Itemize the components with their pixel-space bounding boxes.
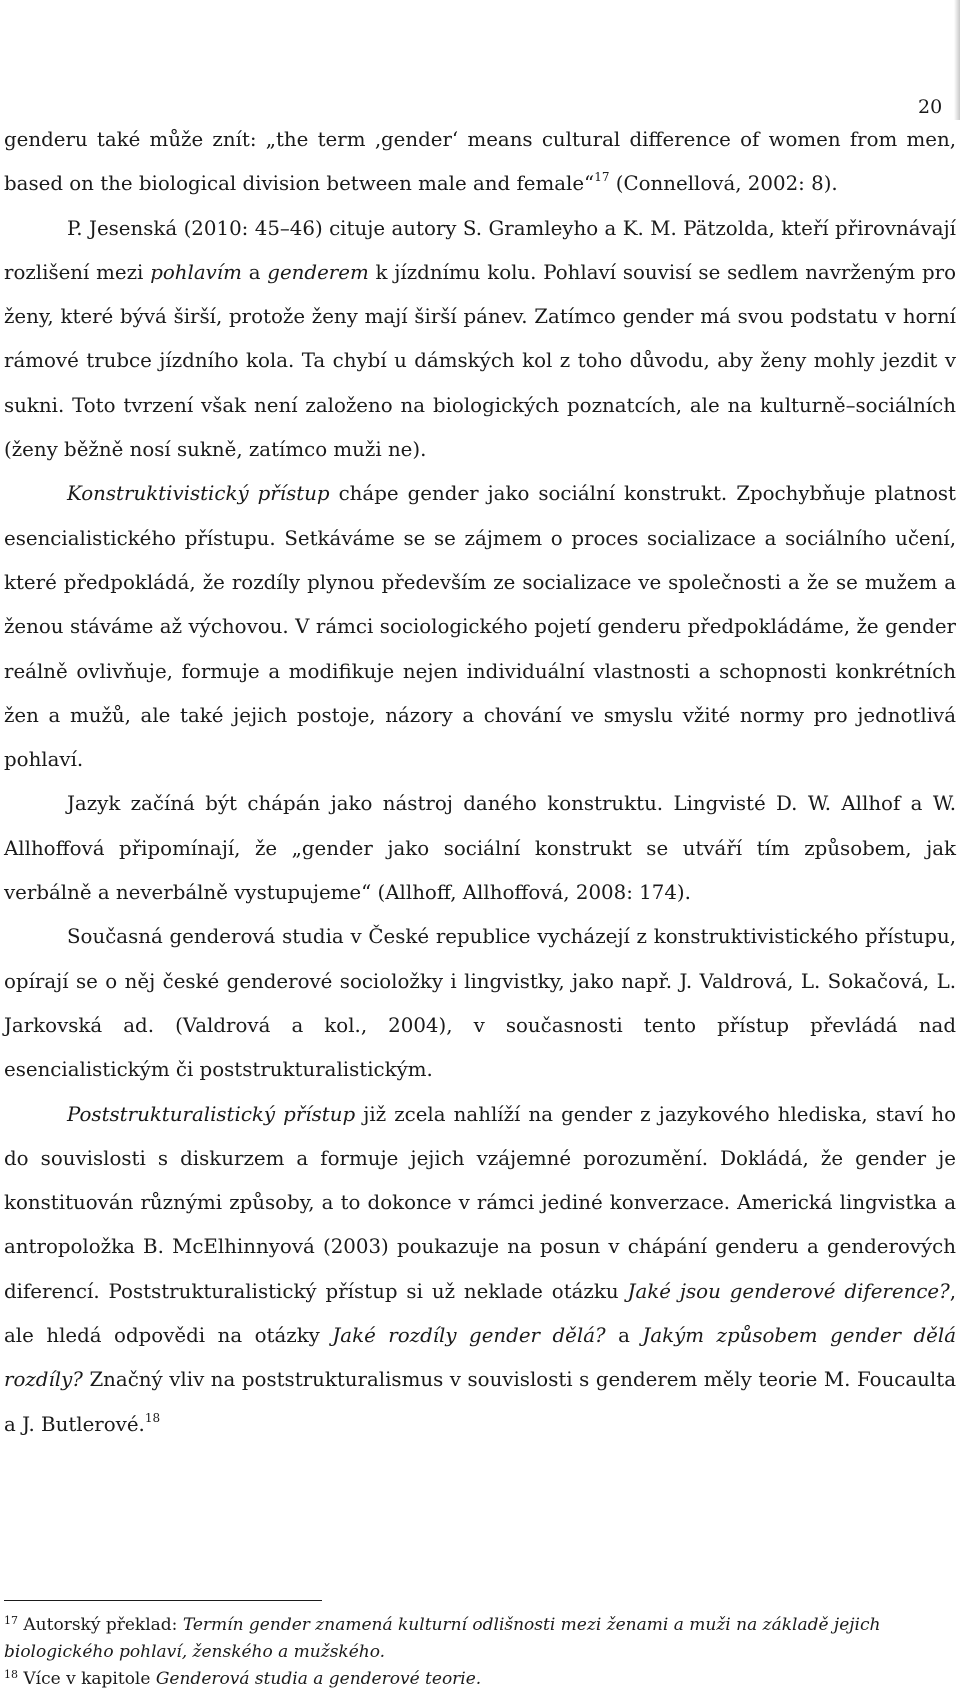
italic-text: Jaké jsou genderové diference? — [627, 1279, 950, 1303]
italic-text: pohlavím — [150, 260, 242, 284]
page-number: 20 — [918, 96, 943, 118]
italic-text: genderem — [267, 260, 369, 284]
footnote-ref: 17 — [4, 1614, 18, 1627]
text-run: a — [241, 260, 268, 284]
text-run: k jízdnímu kolu. Pohlaví souvisí se sedlem navrženým pro ženy, které bývá širší, protože ženy mají širší pánev. Zatímco gender má svou podstatu v horní rámové trubce jízdního kola. Ta chybí u dámských kol z toho důvodu, aby ženy mohly jezdit v sukni. Toto tvrzení však není založeno na biologických poznatcích, ale na kulturně–sociálních (ženy běžně nosí sukně, zatímco muži ne). — [4, 260, 956, 462]
page-edge-shadow — [954, 0, 960, 120]
italic-text: Genderová studia a genderové teorie. — [155, 1669, 482, 1689]
footnotes — [4, 1612, 956, 1693]
paragraph — [4, 472, 956, 782]
italic-text: Poststrukturalistický přístup — [67, 1102, 356, 1126]
paragraph — [4, 118, 956, 207]
text-run: Značný vliv na poststrukturalismus v souvislosti s genderem měly teorie M. Foucaulta a J. Butlerové. — [4, 1368, 956, 1436]
footnote-ref: 18 — [144, 1410, 161, 1425]
paragraph — [4, 1093, 956, 1447]
text-run: (Connellová, 2002: 8). — [609, 172, 838, 196]
text-run: P. Jesenská (2010: 45–46) cituje autory S. Gramleyho a K. M. Pätzolda, kteří přirovnávají rozlišení mezi — [4, 216, 956, 284]
paragraph — [4, 782, 956, 915]
text-run: genderu také může znít: „the term ‚gender‘ means cultural difference of women from men, based on the biological division between male and female“ — [4, 128, 956, 196]
text-run: Více v kapitole — [18, 1669, 156, 1689]
footnote — [4, 1666, 956, 1693]
text-run: již zcela nahlíží na gender z jazykového hlediska, staví ho do souvislosti s diskurzem a formuje jejich vzájemné porozumění. Dokládá, že gender je konstituován různými způsoby, a to dokonce v rámci jediné konverzace. Americká lingvistka a antropoložka B. McElhinnyová (2003) poukazuje na posun v chápání genderu a genderových diferencí. Poststrukturalistický přístup si už neklade otázku — [4, 1102, 956, 1303]
text-run: Současná genderová studia v České republice vycházejí z konstruktivistického přístupu, opírají se o něj české genderové socioložky i lingvistky, jako např. J. Valdrová, L. Sokačová, L. Jarkovská ad. (Valdrová a kol., 2004), v současnosti tento přístup převládá nad esencialistickým či poststrukturalistickým. — [4, 925, 956, 1082]
paragraph — [4, 915, 956, 1092]
italic-text: Jaké rozdíly gender dělá? — [332, 1324, 606, 1348]
footnote-separator — [4, 1600, 322, 1601]
text-run: chápe gender jako sociální konstrukt. Zpochybňuje platnost esencialistického přístupu. Setkáváme se se zájmem o proces socializace a sociálního učení, které předpokládá, že rozdíly plynou především ze socializace ve společnosti a že se mužem a ženou stáváme až výchovou. V rámci sociologického pojetí genderu předpokládáme, že gender reálně ovlivňuje, formuje a modifikuje nejen individuální vlastnosti a schopnosti konkrétních žen a mužů, ale také jejich postoje, názory a chování ve smyslu vžité normy pro jednotlivá pohlaví. — [4, 482, 956, 772]
paragraph — [4, 207, 956, 473]
footnote-ref: 18 — [4, 1668, 18, 1681]
text-run: , ale hledá odpovědi na otázky — [4, 1279, 957, 1348]
footnote — [4, 1612, 956, 1666]
footnote-ref: 17 — [594, 170, 610, 185]
text-run: Jazyk začíná být chápán jako nástroj daného konstruktu. Lingvisté D. W. Allhof a W. Allhoffová připomínají, že „gender jako sociální konstrukt se utváří tím způsobem, jak verbálně a neverbálně vystupujeme“ (Allhoff, Allhoffová, 2008: 174). — [4, 792, 956, 905]
body-text — [4, 118, 956, 1447]
italic-text: Konstruktivistický přístup — [67, 482, 330, 506]
italic-text: Termín gender znamená kulturní odlišnosti mezi ženami a muži na základě jejich biologického pohlaví, ženského a mužského. — [4, 1615, 881, 1662]
italic-text: Jakým způsobem gender dělá rozdíly? — [4, 1324, 956, 1392]
text-run: a — [605, 1324, 643, 1348]
text-run: Autorský překlad: — [18, 1615, 183, 1635]
